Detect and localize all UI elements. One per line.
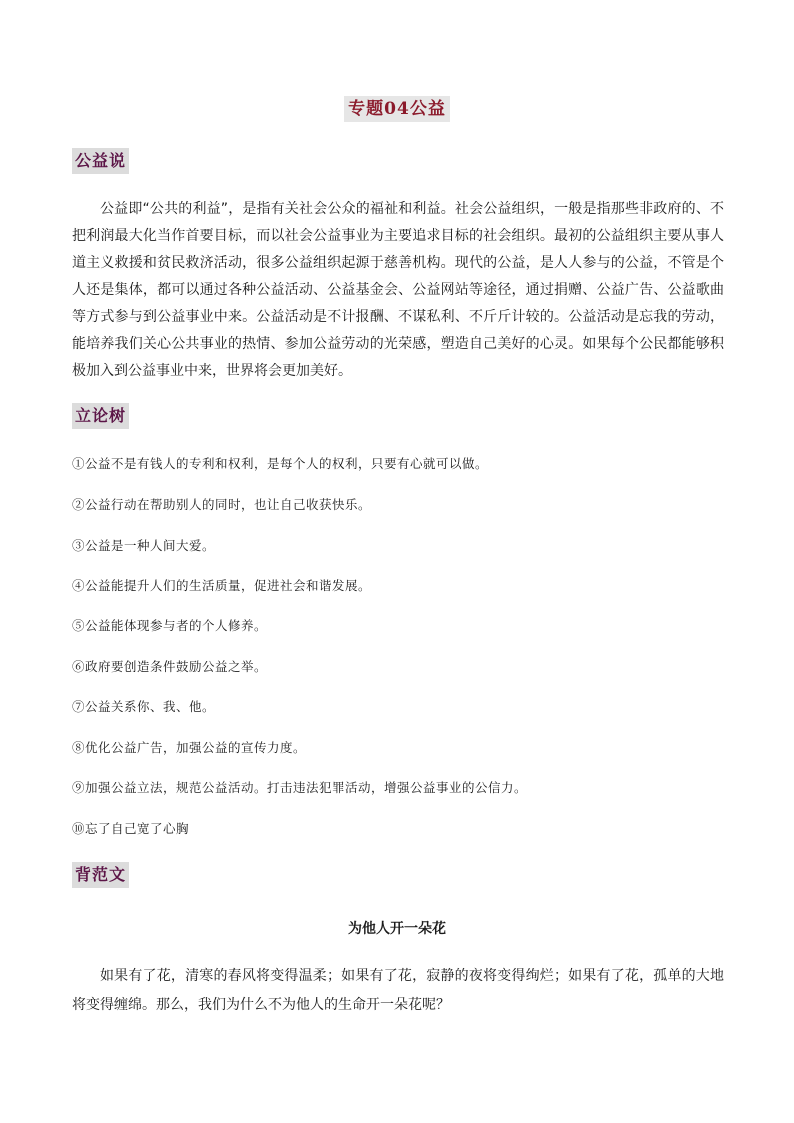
argument-point: ①公益不是有钱人的专利和权利，是每个人的权利，只要有心就可以做。: [72, 456, 489, 471]
argument-point: ⑦公益关系你、我、他。: [72, 699, 216, 714]
page-title-text: 专题04公益: [344, 96, 450, 122]
argument-point: ⑥政府要创造条件鼓励公益之举。: [72, 659, 268, 674]
section-heading-gongyi-shuo: 公益说: [72, 148, 129, 174]
argument-point: ④公益能提升人们的生活质量，促进社会和谐发展。: [72, 578, 372, 593]
essay-paragraph: 如果有了花，清寒的春风将变得温柔；如果有了花，寂静的夜将变得绚烂；如果有了花，孤单的大地将变得缠绵。那么，我们为什么不为他人的生命开一朵花呢？: [72, 968, 724, 1013]
section-heading-li-lun-shu: 立论树: [72, 403, 129, 429]
argument-point: ⑩忘了自己宽了心胸: [72, 821, 190, 836]
argument-point: ⑤公益能体现参与者的个人修养。: [72, 618, 268, 633]
section-heading-bei-fan-wen: 背范文: [72, 862, 129, 888]
argument-point: ②公益行动在帮助别人的同时，也让自己收获快乐。: [72, 497, 372, 512]
argument-point: ③公益是一种人间大爱。: [72, 538, 216, 553]
intro-paragraph: 公益即“公共的利益”，是指有关社会公众的福祉和利益。社会公益组织，一般是指那些非政府的、不把利润最大化当作首要目标，而以社会公益事业为主要追求目标的社会组织。最初的公益组织主要从事人道主义救援和贫民救济活动，很多公益组织起源于慈善机构。现代的公益，是人人参与的公益，不管是个人还是集体，都可以通过各种公益活动、公益基金会、公益网站等途径，通过捐赠、公益广告、公益歌曲等方式参与到公益事业中来。公益活动是不计报酬、不谋私利、不斤斤计较的。公益活动是忘我的劳动，能培养我们关心公共事业的热情、参加公益劳动的光荣感，塑造自己美好的心灵。如果每个公民都能够积极加入到公益事业中来，世界将会更加美好。: [72, 201, 724, 379]
page-title: [0, 96, 794, 122]
argument-point: ⑧优化公益广告，加强公益的宣传力度。: [72, 740, 307, 755]
argument-point: ⑨加强公益立法，规范公益活动。打击违法犯罪活动，增强公益事业的公信力。: [72, 780, 528, 795]
essay-title: 为他人开一朵花: [348, 921, 446, 937]
